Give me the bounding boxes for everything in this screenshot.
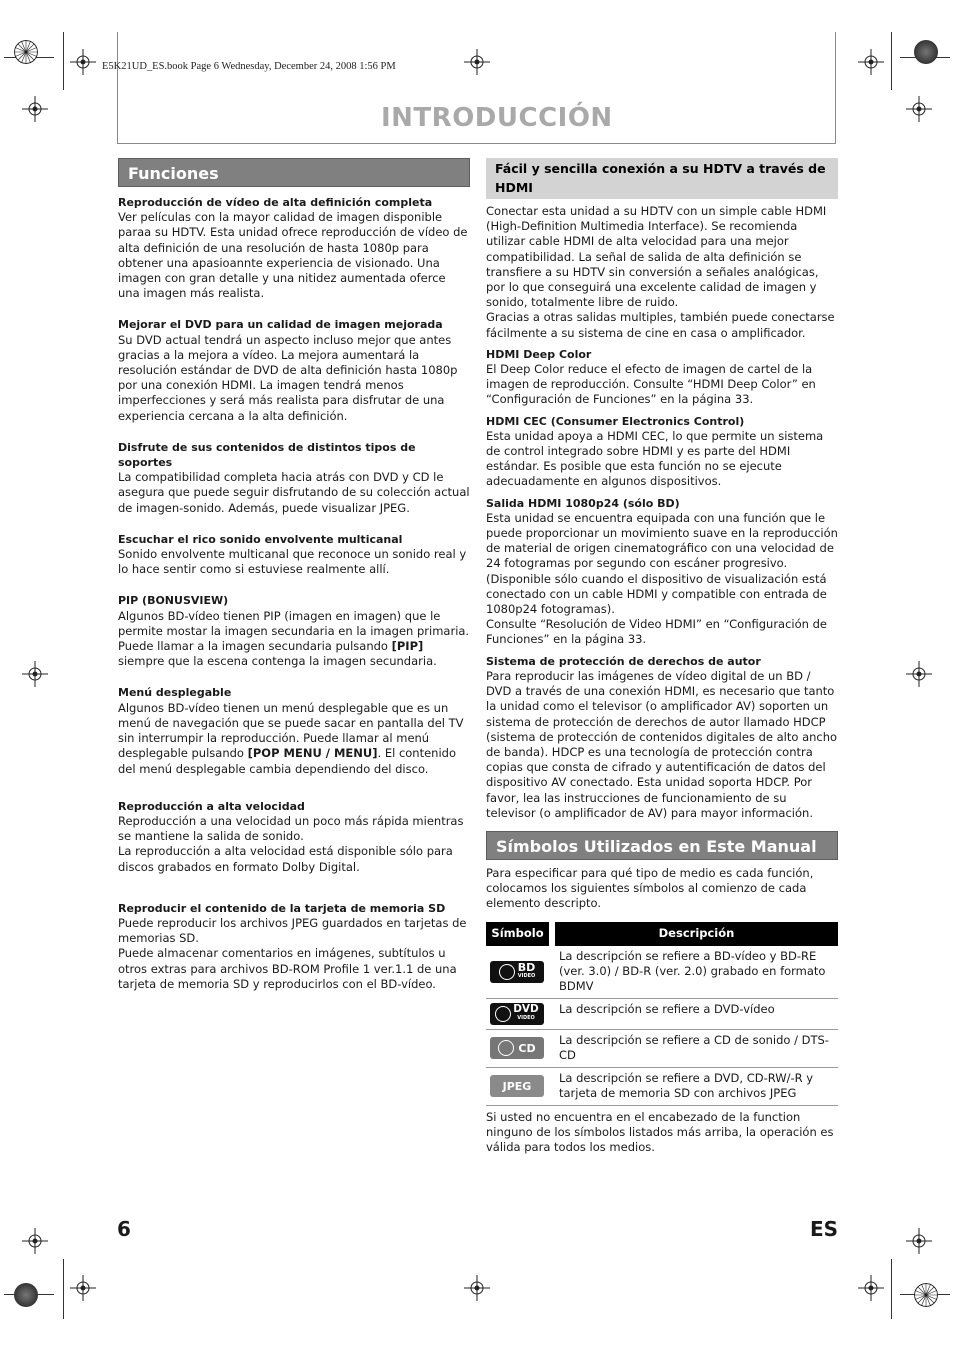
hdmi-feature-block [486, 654, 838, 821]
feature-text: Reproducción a una velocidad un poco más rápida mientras se mantiene la salida de sonido. [118, 813, 464, 844]
symbols-table [486, 922, 838, 1106]
dvd-video-icon: DVD VIDEO [490, 1003, 544, 1025]
feature-heading: Escuchar el rico sonido envolvente multicanal [118, 532, 403, 546]
feature-heading: Reproducción de vídeo de alta definición completa [118, 196, 433, 209]
hdmi-intro: Conectar esta unidad a su HDTV con un simple cable HDMI (High-Definition Multimedia Interface). Se recomienda utilizar cable HDMI de alta velocidad para una mejor compatibilidad. La señal de salida de alta definición se transfiere a su HDTV sin conversión a señales analógicas, por lo que conseguirá una excelente calidad de imagen y sonido, totalmente libre de ruido. [486, 204, 827, 310]
right-column [486, 158, 838, 1155]
feature-heading: Disfrute de sus contenidos de distintos tipos de soportes [118, 440, 416, 470]
language-code: ES [810, 1217, 839, 1241]
hdmi-feature-text: Para reproducir las imágenes de vídeo digital de un BD / DVD a través de una conexión HDMI, es necesario que tanto la unidad como el televisor (o amplificador AV) soporten un sistema de protección de derechos de autor llamado HDCP (sistema de protección de contenidos digitales de alto ancho de banda). HDCP es una tecnología de protección contra copias que consta de cifrado y autentificación de datos del dispositivo AV conectado. Esta unidad soporta HDCP. Por favor, lea las instrucciones de funcionamiento de su televisor (o amplificador de AV) para mayor información. [486, 668, 838, 820]
section-title-funciones: Funciones [118, 158, 470, 187]
feature-text: Su DVD actual tendrá un aspecto incluso mejor que antes gracias a la mejora a vídeo. La mejora aumentará la resolución estándar de DVD de alta definición hasta 1080p por una conexión HDMI. La imagen tendrá menos imperfecciones y será más realista para disfrutar de una experiencia cercana a la alta definición. [118, 332, 458, 423]
registration-dot-icon [14, 1283, 38, 1307]
hdmi-feature-heading: HDMI Deep Color [486, 347, 592, 361]
hdmi-feature-text: Esta unidad se encuentra equipada con una función que le puede proporcionar un movimiento suave en la reproducción de material de origen cinematográfico con una velocidad de 24 fotogramas por segundo con escáner progresivo. (Disponible sólo cuando el dispositivo de visualización está conectado con un cable HDMI y compatible con entrada de 1080p24 fotogramas). [486, 510, 838, 617]
feature-text: Ver películas con la mayor calidad de imagen disponible paraa su HDTV. Esta unidad ofrece reproducción de vídeo de alta definición de una resolución de hasta 1080p para obtener una apasioannte experiencia de visionado. Una imagen con gran detalle y una nitidez aumentada oferce una imagen más realista. [118, 210, 468, 301]
feature-text: Algunos BD-vídeo tienen un menú desplegable que es un menú de navegación que se puede sacar en pantalla del TV sin interrumpir la reproducción. Puede llamar al menú desplegable pulsando [POP MENU / MENU]. El contenido del menú desplegable cambia dependiendo del disco. [118, 700, 464, 776]
symbols-note: Si usted no encuentra en el encabezado de la function ninguno de los símbolos listados más arriba, la operación es válida para todos los medios. [486, 1109, 834, 1154]
feature-block [118, 593, 470, 669]
hdmi-feature-text: El Deep Color reduce el efecto de imagen de cartel de la imagen de reproducción. Consulte “HDMI Deep Color” en “Configuración de Funciones” en la página 33. [486, 362, 816, 407]
feature-block [118, 317, 470, 423]
feature-text: La compatibilidad completa hacia atrás con DVD y CD le asegura que puede seguir disfrutando de su colección actual de imagen-sonido. Además, puede visualizar JPEG. [118, 470, 470, 515]
col-header-symbol: Símbolo [486, 922, 555, 946]
crosshair-icon [906, 661, 932, 687]
feature-block [118, 685, 470, 776]
crosshair-icon [22, 1228, 48, 1254]
feature-text: Algunos BD-vídeo tienen PIP (imagen en imagen) que le permite mostar la imagen secundaria en la imagen primaria. Puede llamar a la imagen secundaria pulsando [PIP] siempre que la escena contenga la imagen secundaria. [118, 608, 470, 669]
feature-heading: Reproducir el contenido de la tarjeta de memoria SD [118, 901, 446, 915]
feature-block [118, 440, 470, 516]
registration-dot-icon [914, 40, 938, 64]
registration-target-icon [914, 1283, 938, 1307]
key-label: [PIP] [391, 639, 424, 654]
feature-heading: Menú desplegable [118, 686, 232, 700]
hdmi-feature-text: Consulte “Resolución de Video HDMI” en “Configuración de Funciones” en la página 33. [486, 617, 827, 647]
feature-block [118, 532, 470, 578]
page-number: 6 [117, 1217, 131, 1241]
table-row [486, 1030, 838, 1068]
feature-text: Puede reproducir los archivos JPEG guardados en tarjetas de memorias SD. [118, 915, 467, 946]
registration-target-icon [14, 40, 38, 64]
crosshair-icon [70, 1275, 96, 1301]
crosshair-icon [906, 96, 932, 122]
jpeg-icon: JPEG [490, 1075, 544, 1097]
file-info-line: E5K21UD_ES.book Page 6 Wednesday, December 24, 2008 1:56 PM [102, 61, 396, 72]
crosshair-icon [464, 1275, 490, 1301]
table-row [486, 999, 838, 1030]
hdmi-section-title: Fácil y sencilla conexión a su HDTV a través de HDMI [486, 158, 838, 199]
feature-heading: Reproducción a alta velocidad [118, 799, 305, 813]
crosshair-icon [22, 96, 48, 122]
symbols-intro: Para especificar para qué tipo de medio es cada función, colocamos los siguientes símbolos al comienzo de cada elemento descripto. [486, 865, 814, 911]
left-column [118, 158, 470, 1004]
hdmi-feature-heading: Salida HDMI 1080p24 (sólo BD) [486, 496, 680, 510]
hdmi-intro-2: Gracias a otras salidas multiples, también puede conectarse fácilmente a su sistema de cine en casa o amplificador. [486, 310, 835, 340]
chapter-title: INTRODUCCIÓN [381, 103, 613, 133]
feature-text: Puede almacenar comentarios en imágenes, subtítulos u otros extras para archivos BD-ROM Profile 1 ver.1.1 de una tarjeta de memoria SD y reproducirlos con el BD-vídeo. [118, 946, 457, 991]
symbol-description: La descripción se refiere a DVD-vídeo [555, 999, 838, 1030]
feature-block [118, 901, 470, 992]
feature-block [118, 799, 470, 875]
section-title-simbolos: Símbolos Utilizados en Este Manual [486, 831, 838, 860]
feature-heading: PIP (BONUSVIEW) [118, 594, 229, 608]
hdmi-feature-block [486, 414, 838, 490]
symbol-description: La descripción se refiere a CD de sonido / DTS-CD [555, 1030, 838, 1068]
symbol-description: La descripción se refiere a DVD, CD-RW/-R y tarjeta de memoria SD con archivos JPEG [555, 1068, 838, 1106]
feature-text: La reproducción a alta velocidad está disponible sólo para discos grabados en formato Dolby Digital. [118, 844, 453, 874]
symbol-description: La descripción se refiere a BD-vídeo y BD-RE (ver. 3.0) / BD-R (ver. 2.0) grabado en formato BDMV [555, 946, 838, 999]
table-row [486, 1068, 838, 1106]
hdmi-feature-heading: HDMI CEC (Consumer Electronics Control) [486, 414, 745, 428]
crosshair-icon [906, 1228, 932, 1254]
bd-video-icon: BD VIDEO [490, 961, 544, 983]
cd-icon: CD [490, 1037, 544, 1059]
table-row [486, 946, 838, 999]
crosshair-icon [858, 49, 884, 75]
feature-heading: Mejorar el DVD para un calidad de imagen mejorada [118, 318, 443, 332]
hdmi-feature-block [486, 347, 838, 408]
hdmi-feature-block [486, 496, 838, 648]
crosshair-icon [858, 1275, 884, 1301]
hdmi-feature-heading: Sistema de protección de derechos de autor [486, 654, 761, 668]
hdmi-feature-text: Esta unidad apoya a HDMI CEC, lo que permite un sistema de control integrado sobre HDMI y es parte del HDMI estándar. Es posible que esta función no se ejecute adecuadamente en algunos dispositivos. [486, 428, 824, 489]
crosshair-icon [70, 49, 96, 75]
col-header-description: Descripción [555, 922, 838, 946]
crosshair-icon [22, 661, 48, 687]
feature-block [118, 195, 470, 301]
feature-text: Sonido envolvente multicanal que reconoce un sonido real y lo hace sentir como si estuviese realmente allí. [118, 547, 467, 577]
key-label: [POP MENU / MENU] [247, 746, 378, 761]
